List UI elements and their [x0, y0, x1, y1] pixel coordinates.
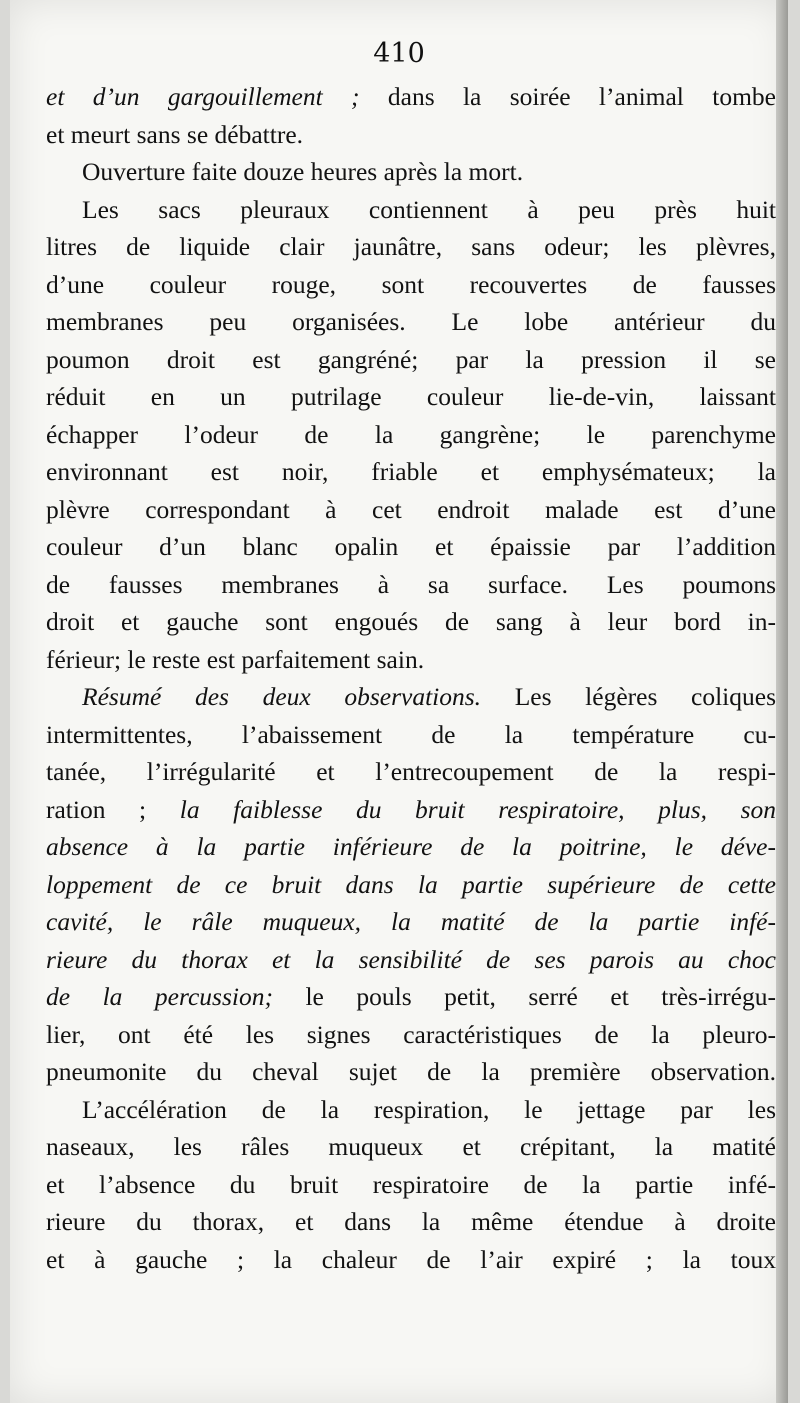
italic-text: cavité, le râle muqueux, la matité de la partie infé-	[46, 907, 776, 936]
text-segment: et meurt sans se débattre.	[46, 119, 304, 149]
text-segment: naseaux, les râles muqueux et crépitant, la matité	[46, 1132, 776, 1161]
text-line	[46, 153, 776, 191]
text-segment: intermittentes, l’abaissement de la température cu-	[46, 719, 776, 749]
text-line	[46, 753, 776, 791]
text-line	[46, 116, 776, 154]
text-segment: le pouls petit, serré et très-irrégu-	[272, 982, 776, 1011]
text-line	[46, 828, 776, 866]
text-line	[46, 416, 776, 454]
text-segment: membranes peu organisées. Le lobe antérieur du	[46, 307, 776, 336]
text-segment: ration ;	[46, 794, 180, 824]
text-line	[46, 341, 776, 379]
text-segment: tanée, l’irrégularité et l’entrecoupement de la respi-	[46, 757, 776, 786]
text-line	[46, 791, 776, 829]
text-line	[46, 603, 776, 641]
text-segment: lier, ont été les signes caractéristiques de la pleuro-	[46, 1019, 776, 1049]
text-line	[46, 1241, 776, 1279]
text-line	[46, 303, 776, 341]
text-segment: L’accélération de la respiration, le jettage par les	[82, 1094, 776, 1124]
text-line	[46, 1053, 776, 1091]
text-line	[46, 941, 776, 979]
page-edge-shadow	[776, 0, 788, 1403]
italic-text: de la percussion;	[46, 982, 273, 1011]
italic-text: et d’un gargouillement ;	[46, 82, 360, 111]
text-line	[46, 566, 776, 604]
text-segment: et l’absence du bruit respiratoire de la partie infé-	[46, 1169, 776, 1199]
text-line	[46, 491, 776, 529]
text-line	[46, 641, 776, 679]
text-segment: réduit en un putrilage couleur lie-de-vin, laissant	[46, 382, 776, 411]
text-segment: Ouverture faite douze heures après la mort.	[82, 157, 524, 186]
text-line	[46, 1203, 776, 1241]
text-segment: et à gauche ; la chaleur de l’air expiré ; la toux	[46, 1244, 776, 1274]
body-text	[46, 78, 776, 1278]
italic-text: loppement de ce bruit dans la partie supérieure de cette	[46, 869, 776, 899]
text-line	[46, 266, 776, 304]
text-line	[46, 378, 776, 416]
italic-text: Résumé des deux observations.	[82, 682, 482, 711]
text-segment: droit et gauche sont engoués de sang à leur bord in-	[46, 607, 776, 636]
text-line	[46, 678, 776, 716]
text-line	[46, 1091, 776, 1129]
text-segment: couleur d’un blanc opalin et épaissie par l’addition	[46, 532, 776, 561]
italic-text: absence à la partie inférieure de la poitrine, le déve-	[46, 832, 776, 861]
italic-text: rieure du thorax et la sensibilité de ses parois au choc	[46, 944, 776, 974]
text-line	[46, 866, 776, 904]
text-line	[46, 903, 776, 941]
text-line	[46, 978, 776, 1016]
text-segment: Les légères coliques	[481, 682, 776, 711]
text-line	[46, 528, 776, 566]
text-line	[46, 78, 776, 116]
text-line	[46, 1016, 776, 1054]
text-segment: dans la soirée l’animal tombe	[359, 82, 776, 111]
text-segment: litres de liquide clair jaunâtre, sans odeur; les plèvres,	[46, 232, 776, 261]
text-segment: rieure du thorax, et dans la même étendue à droite	[46, 1207, 776, 1236]
italic-text: la faiblesse du bruit respiratoire, plus, son	[179, 794, 776, 824]
text-segment: d’une couleur rouge, sont recouvertes de fausses	[46, 269, 776, 299]
text-segment: environnant est noir, friable et emphysémateux; la	[46, 457, 776, 486]
page-number: 410	[373, 38, 425, 69]
text-line	[46, 228, 776, 266]
text-line	[46, 716, 776, 754]
text-segment: échapper l’odeur de la gangrène; le parenchyme	[46, 419, 776, 449]
text-segment: Les sacs pleuraux contiennent à peu près huit	[82, 194, 776, 224]
text-segment: poumon droit est gangréné; par la pression il se	[46, 344, 776, 374]
text-line	[46, 1128, 776, 1166]
text-segment: pneumonite du cheval sujet de la première observation.	[46, 1057, 776, 1086]
text-segment: plèvre correspondant à cet endroit malade est d’une	[46, 494, 776, 524]
text-line	[46, 1166, 776, 1204]
text-segment: férieur; le reste est parfaitement sain.	[46, 644, 425, 674]
book-page	[10, 0, 788, 1403]
text-line	[46, 453, 776, 491]
text-segment: de fausses membranes à sa surface. Les poumons	[46, 569, 776, 599]
text-line	[46, 191, 776, 229]
